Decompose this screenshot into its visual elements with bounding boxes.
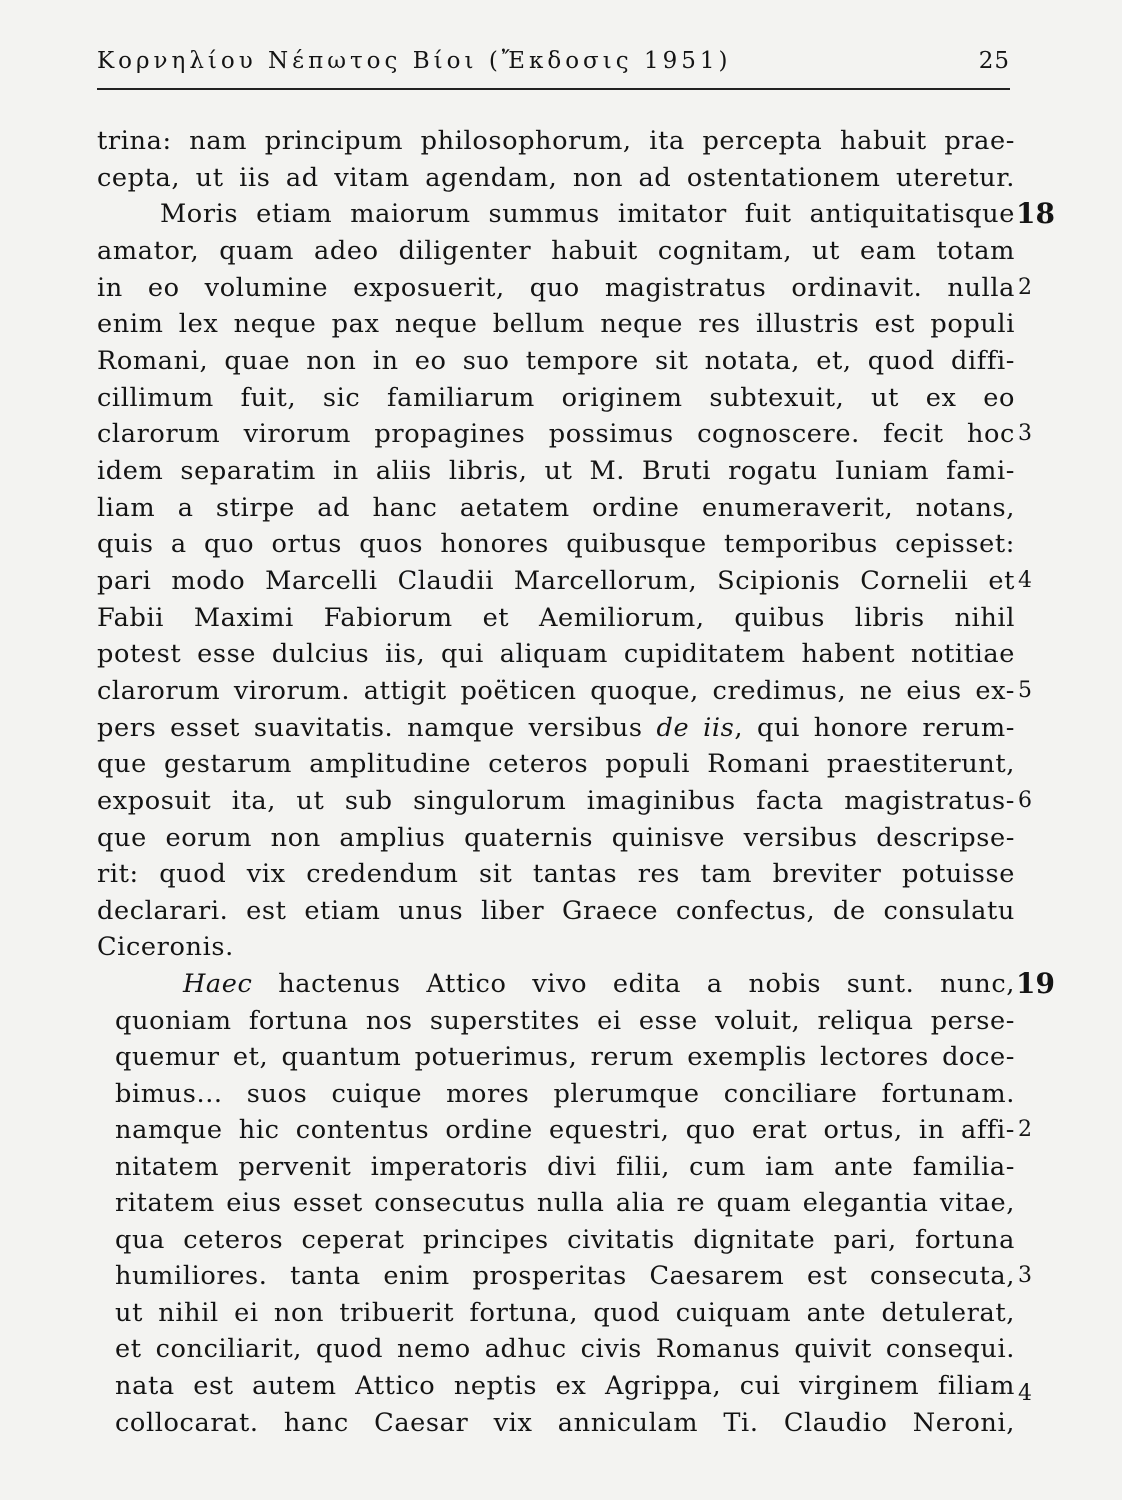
chapter-number: 19	[1016, 967, 1055, 1000]
text-line: clarorum virorum. attigit poëticen quoque, credimus, ne eius ex-	[97, 676, 1015, 706]
text-line: collocarat. hanc Caesar vix anniculam Ti. Claudio Neroni,	[115, 1408, 1015, 1438]
text-line: declarari. est etiam unus liber Graece confectus, de consulatu	[97, 896, 1015, 926]
text-line: quoniam fortuna nos superstites ei esse voluit, reliqua perse-	[115, 1006, 1015, 1036]
italic-text: Haec	[183, 969, 253, 999]
page-header	[97, 48, 1010, 90]
text-segment: pers esset suavitatis. namque versibus	[97, 713, 643, 743]
section-number: 5	[1018, 678, 1032, 703]
text-line: nitatem pervenit imperatoris divi filii, cum iam ante familia-	[115, 1152, 1015, 1182]
running-title: Κορνηλίου Νέπωτος Βίοι (Ἔκδοσις 1951)	[97, 48, 732, 74]
text-line: Romani, quae non in eo suo tempore sit notata, et, quod diffi-	[97, 346, 1015, 376]
section-number: 2	[1018, 275, 1032, 300]
text-line: amator, quam adeo diligenter habuit cognitam, ut eam totam	[97, 236, 1015, 266]
text-line	[183, 966, 1015, 1002]
text-line: quemur et, quantum potuerimus, rerum exemplis lectores doce-	[115, 1042, 1015, 1072]
text-line: clarorum virorum propagines possimus cognoscere. fecit hoc	[97, 419, 1015, 449]
chapter-number: 18	[1016, 197, 1055, 230]
text-line: Fabii Maximi Fabiorum et Aemiliorum, quibus libris nihil	[97, 603, 1015, 633]
text-line: pari modo Marcelli Claudii Marcellorum, Scipionis Cornelii et	[97, 566, 1015, 596]
text-line: et conciliarit, quod nemo adhuc civis Romanus quivit consequi.	[115, 1334, 1015, 1364]
text-line: cepta, ut iis ad vitam agendam, non ad ostentationem uteretur.	[97, 163, 1015, 193]
text-line: cillimum fuit, sic familiarum originem subtexuit, ut ex eo	[97, 383, 1015, 413]
text-line: namque hic contentus ordine equestri, quo erat ortus, in affi-	[115, 1115, 1015, 1145]
text-line: que eorum non amplius quaternis quinisve versibus descripse-	[97, 823, 1015, 853]
text-line: Ciceronis.	[97, 932, 234, 962]
text-line: idem separatim in aliis libris, ut M. Bruti rogatu Iuniam fami-	[97, 456, 1015, 486]
text-line: ritatem eius esset consecutus nulla alia re quam elegantia vitae,	[115, 1188, 1015, 1218]
text-line: rit: quod vix credendum sit tantas res tam breviter potuisse	[97, 859, 1015, 889]
text-line: que gestarum amplitudine ceteros populi Romani praestiterunt,	[97, 749, 1015, 779]
text-line: liam a stirpe ad hanc aetatem ordine enumeraverit, notans,	[97, 493, 1015, 523]
text-line	[97, 710, 1015, 746]
text-line: enim lex neque pax neque bellum neque res illustris est populi	[97, 309, 1015, 339]
text-segment: , qui honore rerum-	[734, 713, 1015, 743]
section-number: 3	[1018, 421, 1032, 446]
text-line: nata est autem Attico neptis ex Agrippa, cui virginem filiam	[115, 1371, 1015, 1401]
text-line: in eo volumine exposuerit, quo magistratus ordinavit. nulla	[97, 273, 1015, 303]
text-line: exposuit ita, ut sub singulorum imaginibus facta magistratus-	[97, 786, 1015, 816]
text-line: trina: nam principum philosophorum, ita percepta habuit prae-	[97, 126, 1015, 156]
italic-text: de iis	[656, 713, 735, 743]
text-line: qua ceteros ceperat principes civitatis dignitate pari, fortuna	[115, 1225, 1015, 1255]
section-number: 4	[1018, 568, 1032, 593]
text-line: bimus... suos cuique mores plerumque conciliare fortunam.	[115, 1079, 1015, 1109]
text-line: Moris etiam maiorum summus imitator fuit antiquitatisque	[160, 199, 1015, 229]
section-number: 3	[1018, 1263, 1032, 1288]
section-number: 6	[1018, 788, 1032, 813]
page-number: 25	[978, 48, 1010, 74]
text-segment: hactenus Attico vivo edita a nobis sunt. nunc,	[252, 969, 1015, 999]
text-line: humiliores. tanta enim prosperitas Caesarem est consecuta,	[115, 1261, 1015, 1291]
text-line: quis a quo ortus quos honores quibusque temporibus cepisset:	[97, 529, 1015, 559]
text-line: ut nihil ei non tribuerit fortuna, quod cuiquam ante detulerat,	[115, 1298, 1015, 1328]
section-number: 2	[1018, 1117, 1032, 1142]
section-number: 4	[1018, 1381, 1032, 1406]
text-line: potest esse dulcius iis, qui aliquam cupiditatem habent notitiae	[97, 639, 1015, 669]
